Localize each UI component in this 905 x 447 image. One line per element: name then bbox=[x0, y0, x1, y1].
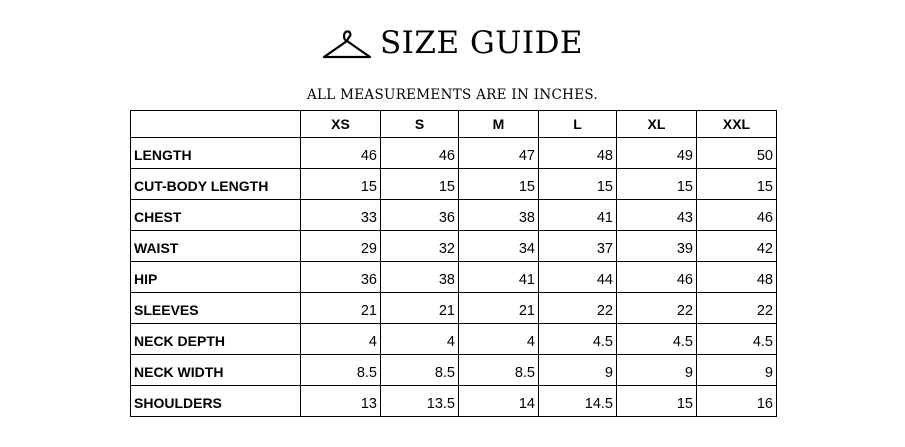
table-cell: 43 bbox=[617, 200, 697, 231]
table-cell: 22 bbox=[539, 293, 617, 324]
table-cell: 46 bbox=[697, 200, 777, 231]
table-cell: 41 bbox=[459, 262, 539, 293]
table-cell: 38 bbox=[381, 262, 459, 293]
table-cell: 22 bbox=[697, 293, 777, 324]
table-row bbox=[131, 293, 777, 324]
size-table bbox=[130, 110, 777, 417]
row-label: SHOULDERS bbox=[131, 386, 301, 417]
table-row bbox=[131, 169, 777, 200]
table-cell: 21 bbox=[381, 293, 459, 324]
table-cell: 4 bbox=[381, 324, 459, 355]
table-row bbox=[131, 262, 777, 293]
table-cell: 46 bbox=[301, 138, 381, 169]
table-cell: 8.5 bbox=[381, 355, 459, 386]
table-cell: 46 bbox=[617, 262, 697, 293]
column-header: M bbox=[459, 111, 539, 138]
table-row bbox=[131, 138, 777, 169]
table-row bbox=[131, 355, 777, 386]
table-cell: 36 bbox=[301, 262, 381, 293]
table-cell: 38 bbox=[459, 200, 539, 231]
row-label: NECK WIDTH bbox=[131, 355, 301, 386]
page-title: SIZE GUIDE bbox=[379, 24, 584, 61]
table-row bbox=[131, 231, 777, 262]
table-cell: 15 bbox=[697, 169, 777, 200]
table-cell: 14.5 bbox=[539, 386, 617, 417]
table-cell: 8.5 bbox=[301, 355, 381, 386]
table-row bbox=[131, 324, 777, 355]
table-cell: 4.5 bbox=[617, 324, 697, 355]
table-cell: 50 bbox=[697, 138, 777, 169]
table-cell: 21 bbox=[301, 293, 381, 324]
table-cell: 49 bbox=[617, 138, 697, 169]
corner-cell bbox=[131, 111, 301, 138]
table-cell: 15 bbox=[381, 169, 459, 200]
table-cell: 29 bbox=[301, 231, 381, 262]
column-header: XL bbox=[617, 111, 697, 138]
column-header: L bbox=[539, 111, 617, 138]
table-cell: 15 bbox=[617, 169, 697, 200]
table-cell: 8.5 bbox=[459, 355, 539, 386]
row-label: NECK DEPTH bbox=[131, 324, 301, 355]
table-cell: 13 bbox=[301, 386, 381, 417]
page-header bbox=[0, 26, 905, 60]
column-header: XXL bbox=[697, 111, 777, 138]
table-cell: 33 bbox=[301, 200, 381, 231]
row-label: SLEEVES bbox=[131, 293, 301, 324]
table-cell: 22 bbox=[617, 293, 697, 324]
table-cell: 34 bbox=[459, 231, 539, 262]
table-cell: 4 bbox=[301, 324, 381, 355]
table-cell: 36 bbox=[381, 200, 459, 231]
table-cell: 15 bbox=[459, 169, 539, 200]
hanger-icon bbox=[322, 28, 372, 60]
table-cell: 41 bbox=[539, 200, 617, 231]
table-cell: 44 bbox=[539, 262, 617, 293]
measurement-note: ALL MEASUREMENTS ARE IN INCHES. bbox=[306, 87, 599, 103]
table-cell: 4.5 bbox=[539, 324, 617, 355]
column-header: S bbox=[381, 111, 459, 138]
table-cell: 15 bbox=[617, 386, 697, 417]
row-label: HIP bbox=[131, 262, 301, 293]
table-cell: 14 bbox=[459, 386, 539, 417]
row-label: WAIST bbox=[131, 231, 301, 262]
table-cell: 46 bbox=[381, 138, 459, 169]
table-cell: 15 bbox=[539, 169, 617, 200]
table-cell: 9 bbox=[697, 355, 777, 386]
table-cell: 4.5 bbox=[697, 324, 777, 355]
row-label: LENGTH bbox=[131, 138, 301, 169]
table-cell: 48 bbox=[539, 138, 617, 169]
table-cell: 4 bbox=[459, 324, 539, 355]
column-header: XS bbox=[301, 111, 381, 138]
table-cell: 42 bbox=[697, 231, 777, 262]
table-cell: 9 bbox=[617, 355, 697, 386]
table-cell: 32 bbox=[381, 231, 459, 262]
table-cell: 37 bbox=[539, 231, 617, 262]
table-cell: 15 bbox=[301, 169, 381, 200]
row-label: CHEST bbox=[131, 200, 301, 231]
table-header-row bbox=[131, 111, 777, 138]
row-label: CUT-BODY LENGTH bbox=[131, 169, 301, 200]
table-cell: 13.5 bbox=[381, 386, 459, 417]
table-cell: 47 bbox=[459, 138, 539, 169]
table-cell: 48 bbox=[697, 262, 777, 293]
table-cell: 21 bbox=[459, 293, 539, 324]
table-row bbox=[131, 200, 777, 231]
table-cell: 9 bbox=[539, 355, 617, 386]
table-cell: 16 bbox=[697, 386, 777, 417]
table-cell: 39 bbox=[617, 231, 697, 262]
table-row bbox=[131, 386, 777, 417]
